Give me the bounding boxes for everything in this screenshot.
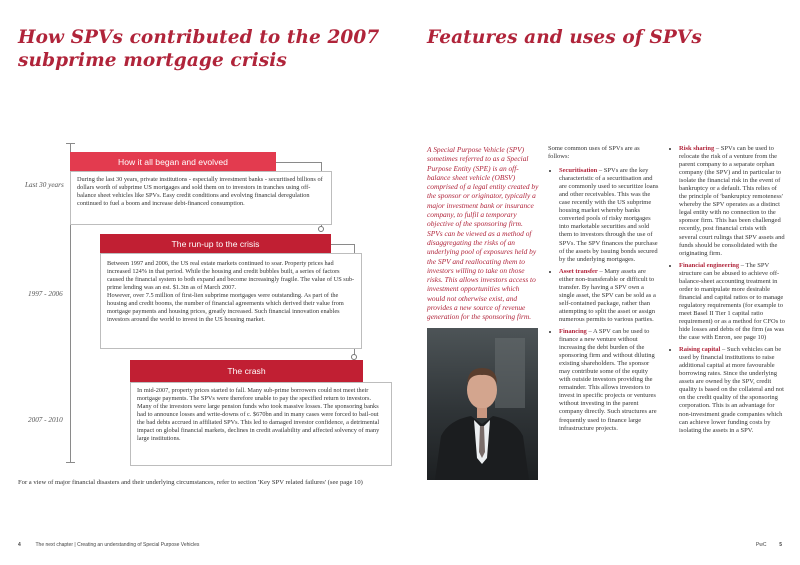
list-item-term: Asset transfer: [559, 267, 598, 275]
connector-2-horizontal: [331, 244, 355, 245]
person-silhouette-icon: [427, 328, 538, 480]
left-footer-title: The next chapter: [35, 542, 74, 548]
connector-1-horizontal: [276, 162, 322, 163]
section-3-text-2: Many of the investors were large pension funds who took massive losses. The sponsoring banks had to announce losses and write-downs of c. $670bn and in many cases were forced to bail-out the bad debts accrued in affiliated SPVs. This led to damaged investor confidence, a detrimental impact on global financial markets, declines in credit availability and affected solvency of many large institutions.: [137, 402, 380, 442]
uses-intro: Some common uses of SPVs are as follows:: [548, 145, 640, 161]
section-2-heading: The run-up to the crisis: [100, 234, 331, 253]
list-item-term: Risk sharing: [679, 145, 715, 152]
left-page-note: For a view of major financial disasters and their underlying circumstances, refer to section 'Key SPV related failures' (see page 10): [18, 479, 363, 486]
section-3-heading: The crash: [130, 360, 363, 382]
list-item: [679, 346, 786, 435]
right-footer-brand: PwC: [755, 542, 767, 548]
right-footer: [730, 542, 782, 548]
connector-1-dot: [318, 226, 324, 232]
list-item-term: Financial engineering: [679, 261, 740, 269]
list-item-term: Raising capital: [679, 346, 721, 354]
left-title-line1: How SPVs contributed to the 2007: [18, 27, 380, 48]
list-item-term: Securitisation: [559, 167, 598, 175]
section-2-text-2: However, over 7.5 million of first-lien subprime mortgages were outstanding. As part of the housing and credit booms, the number of financial agreements which derived their value from mortgage payments and housing prices, greatly increased. Such financial innovation enables investors around the world to invest in the US housing market.: [107, 291, 344, 323]
spv-definition-quote: A Special Purpose Vehicle (SPV) sometimes referred to as a Special Purpose Entity (SPE) is an off-balance sheet vehicle (OBSV) comprised of a legal entity created by the sponsor or originator, typically a major investment bank or insurance company, to fulfil a temporary objective of the sponsoring firm. SPVs can be viewed as a method of disaggregating the risks of an underlying pool of exposures held by the SPV and reallocating them to investors willing to take on those risks. This allows investors access to investment opportunities which would not otherwise exist, and provides a new source of revenue generation for the sponsoring firm.: [427, 145, 539, 322]
section-1-body: [70, 171, 332, 225]
section-3-body: [130, 382, 392, 466]
left-footer-subtitle: Creating an understanding of Special Purpose Vehicles: [77, 542, 200, 548]
list-item-text: – SPVs can be used to relocate the risk of a venture from the parent company to a separate orphan company (the SPV) and in particular to isolate the financial risk in the event of bankruptcy or a default. This relies of the principle of 'bankruptcy remoteness' whereby the SPV operates as a distinct legal entity with no connection to the sponsor firm. This has been challenged recently, post financial crisis with several court rulings that SPV assets and funds should be consolidated with the originating firm.: [679, 145, 785, 257]
left-footer-divider: |: [74, 542, 78, 548]
timeline-tick-top: [66, 143, 75, 144]
list-item-text: – Such vehicles can be used by financial institutions to raise additional capital at more favourable borrowing rates. Since the underlying assets are owned by the SPV, credit quality is based on the collateral and not on the credit quality of the sponsoring corporation. This is an advantage for non-investment grade companies which can achieve lower funding costs by isolating the assets in a SPV.: [679, 346, 784, 434]
left-footer-page-number: 4: [18, 542, 21, 548]
list-item: [559, 167, 661, 264]
list-item: [559, 268, 661, 324]
list-item-text: – The SPV structure can be abused to achieve off-balance-sheet accounting treatment in order to manipulate more desirable financial and capital ratios or to manage regulatory requirements (for example to meet Basel II Tier 1 capital ratio requirement) or as a method for CFOs to hide losses and debts of the firm (as was the case with Enron, see page 10): [679, 261, 785, 342]
uses-list-1: [548, 167, 661, 433]
list-item: [679, 145, 786, 258]
uses-column-1: [548, 145, 661, 437]
left-page-title: [18, 26, 398, 72]
left-footer: [18, 542, 398, 548]
right-footer-page-number: 5: [779, 542, 782, 548]
list-item: [679, 262, 786, 342]
list-item-text: – A SPV can be used to finance a new venture without increasing the debt burden of the sponsoring firm and without diluting existing shareholders. The sponsor may contribute some of the equity with outside investors providing the remainder. This allows investors to invest in specific projects or ventures without investing in the parent company directly. Such structures are frequently used to finance large infrastructure projects.: [559, 327, 657, 432]
timeline-label-1: Last 30 years: [25, 181, 64, 189]
left-title-line2: subprime mortgage crisis: [18, 50, 287, 71]
list-item-text: – SPVs are the key characteristic of a securitisation and are commonly used to securitize loans and other receivables. This was the case recently with the US subprime housing market whereby banks converted pools of risky mortgages into marketable securities and sold them to investors through the use of SPVs. The SPV finances the purchase of the assets by issuing bonds secured by the underlying mortgages.: [559, 167, 659, 263]
portrait-photo: [427, 328, 538, 480]
timeline-label-3: 2007 - 2010: [28, 416, 63, 424]
uses-list-2: [668, 145, 786, 435]
section-3-text: In mid-2007, property prices started to fall. Many sub-prime borrowers could not meet their mortgage payments. The SPVs were therefore unable to pay the specified return to investors.: [137, 387, 372, 402]
section-2-body: [100, 253, 362, 349]
section-2-text: Between 1997 and 2006, the US real estate markets continued to soar. Property prices had increased 124% in that period. While the housing and credit bubbles built, a series of factors caused the financial system to both expand and become increasingly fragile. The value of US sub-prime lending was an est. $1.3tn as of March 2007.: [107, 260, 355, 291]
uses-column-2: [668, 145, 786, 439]
section-1-heading: How it all began and evolved: [70, 152, 276, 171]
right-page-title: Features and uses of SPVs: [427, 27, 702, 48]
timeline-tick-bottom: [66, 462, 75, 463]
list-item: [559, 328, 661, 433]
list-item-text: – Many assets are either non-transferable or difficult to transfer. By having a SPV own a single asset, the SPV can be sold as a self-contained package, rather than attempting to split the asset or assign numerous permits to various parties.: [559, 267, 656, 323]
section-1-text: During the last 30 years, private institutions - especially investment banks - securitised billions of dollars worth of subprime US mortgages and sold them on to investors in tranches using off-balance sheet vehicles like SPVs. Easy credit conditions and evolving financial deregulation continued to fuel a boom and increase debt-financed consumption.: [77, 176, 323, 207]
list-item-term: Financing: [559, 327, 587, 335]
timeline-label-2: 1997 - 2006: [28, 290, 63, 298]
